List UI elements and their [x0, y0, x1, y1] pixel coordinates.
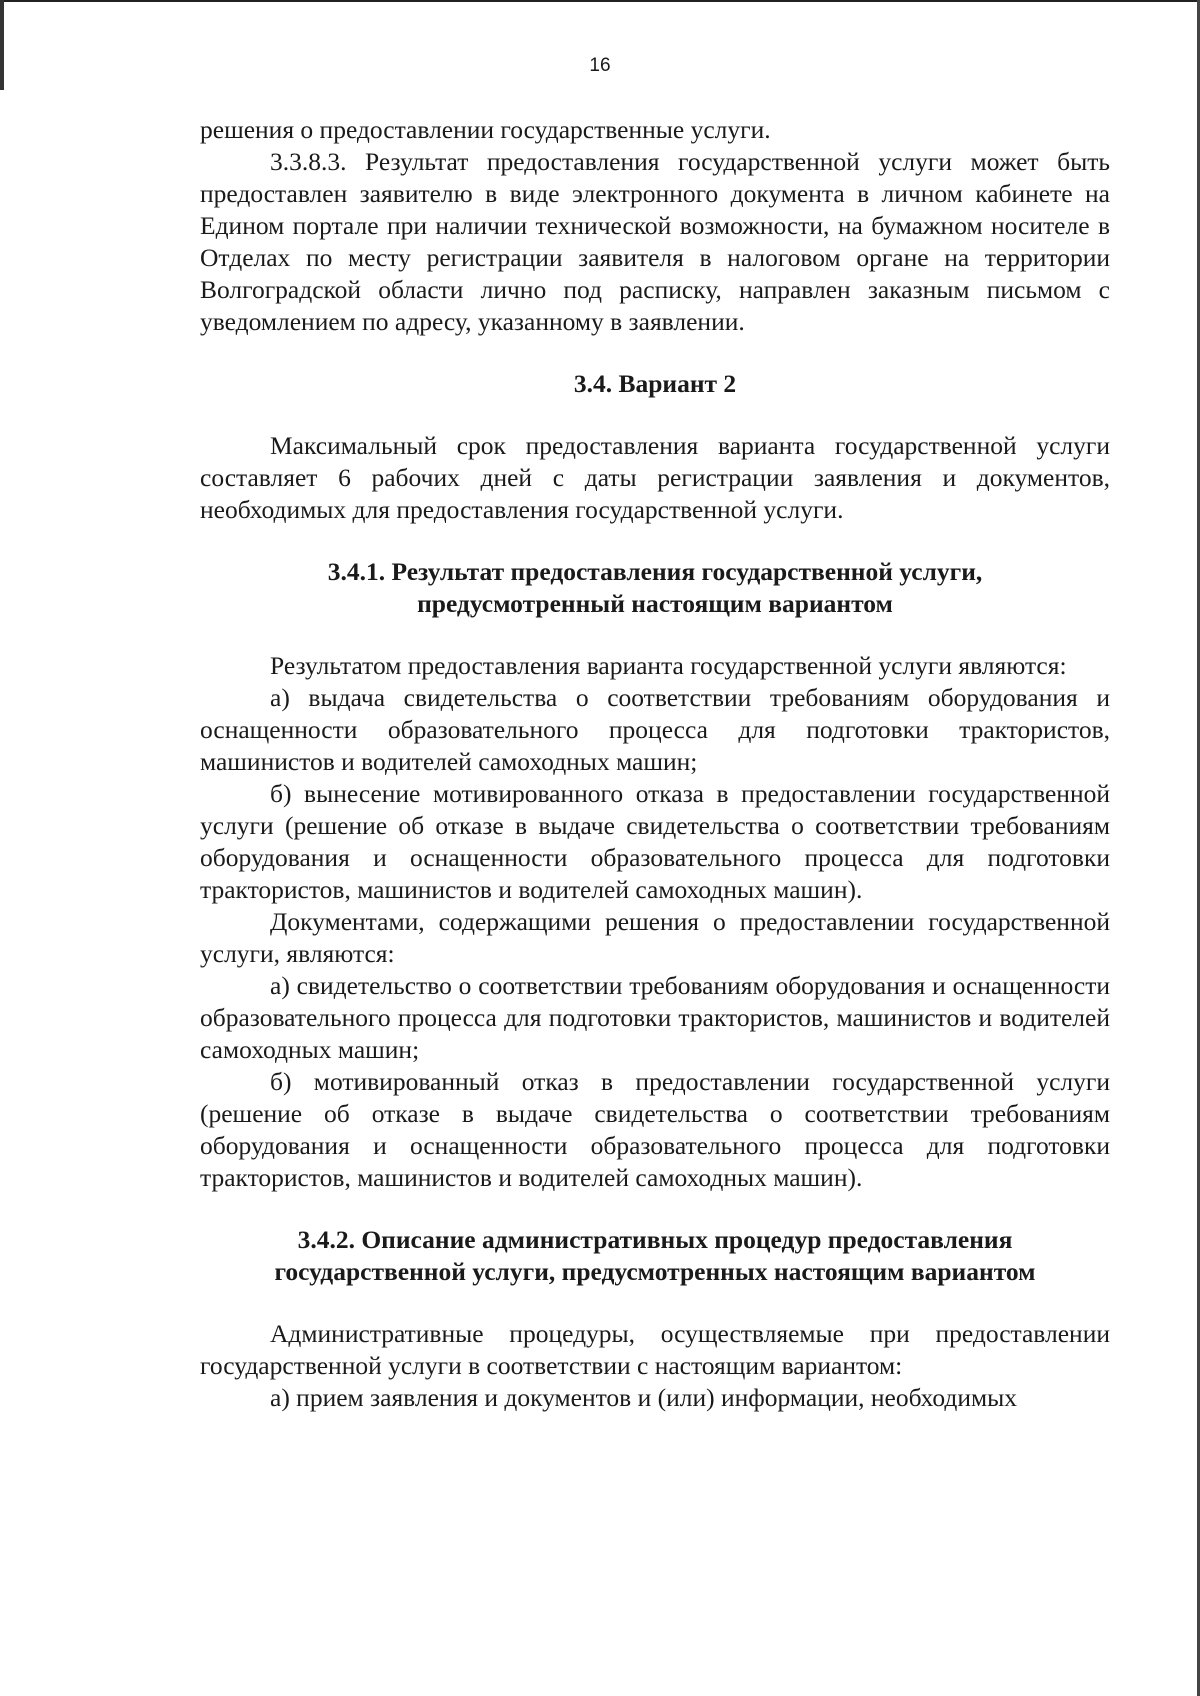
- section-heading-line: государственной услуги, предусмотренных настоящим вариантом: [274, 1257, 1036, 1286]
- page-number: 16: [589, 55, 611, 76]
- list-item: а) свидетельство о соответствии требованиям оборудования и оснащенности образовательного процесса для подготовки трактористов, машинистов и водителей самоходных машин;: [200, 971, 1110, 1064]
- paragraph: 3.3.8.3. Результат предоставления государственной услуги может быть предоставлен заявителю в виде электронного документа в личном кабинете на Едином портале при наличии технической возможности, на бумажном носителе в Отделах по месту регистрации заявителя в налоговом органе на территории Волгоградской области лично под расписку, направлен заказным письмом с уведомлением по адресу, указанному в заявлении.: [200, 147, 1110, 336]
- section-heading-line: 3.4.1. Результат предоставления государственной услуги,: [327, 557, 983, 586]
- section-heading-line: предусмотренный настоящим вариантом: [417, 589, 893, 618]
- list-item: б) мотивированный отказ в предоставлении государственной услуги (решение об отказе в выдаче свидетельства о соответствии требованиям оборудования и оснащенности образовательного процесса для подготовки трактористов, машинистов и водителей самоходных машин).: [200, 1067, 1110, 1192]
- list-item: а) выдача свидетельства о соответствии требованиям оборудования и оснащенности образовательного процесса для подготовки трактористов, машинистов и водителей самоходных машин;: [200, 683, 1110, 776]
- scan-edge-top: [0, 0, 1200, 2]
- section-heading-line: 3.4.2. Описание административных процедур предоставления: [297, 1225, 1013, 1254]
- list-item: а) прием заявления и документов и (или) информации, необходимых: [270, 1383, 1018, 1412]
- paragraph: Документами, содержащими решения о предоставлении государственной услуги, являются:: [200, 907, 1110, 968]
- paragraph: Административные процедуры, осуществляемые при предоставлении государственной услуги в соответствии с настоящим вариантом:: [200, 1319, 1110, 1380]
- section-heading: 3.4. Вариант 2: [573, 369, 737, 398]
- list-item: б) вынесение мотивированного отказа в предоставлении государственной услуги (решение об отказе в выдаче свидетельства о соответствии требованиям оборудования и оснащенности образовательного процесса для подготовки трактористов, машинистов и водителей самоходных машин).: [200, 779, 1110, 904]
- document-body: [200, 114, 1110, 1414]
- paragraph: решения о предоставлении государственные услуги.: [200, 115, 771, 144]
- paragraph: Результатом предоставления варианта государственной услуги являются:: [270, 651, 1067, 680]
- paragraph: Максимальный срок предоставления варианта государственной услуги составляет 6 рабочих дней с даты регистрации заявления и документов, необходимых для предоставления государственной услуги.: [200, 431, 1110, 524]
